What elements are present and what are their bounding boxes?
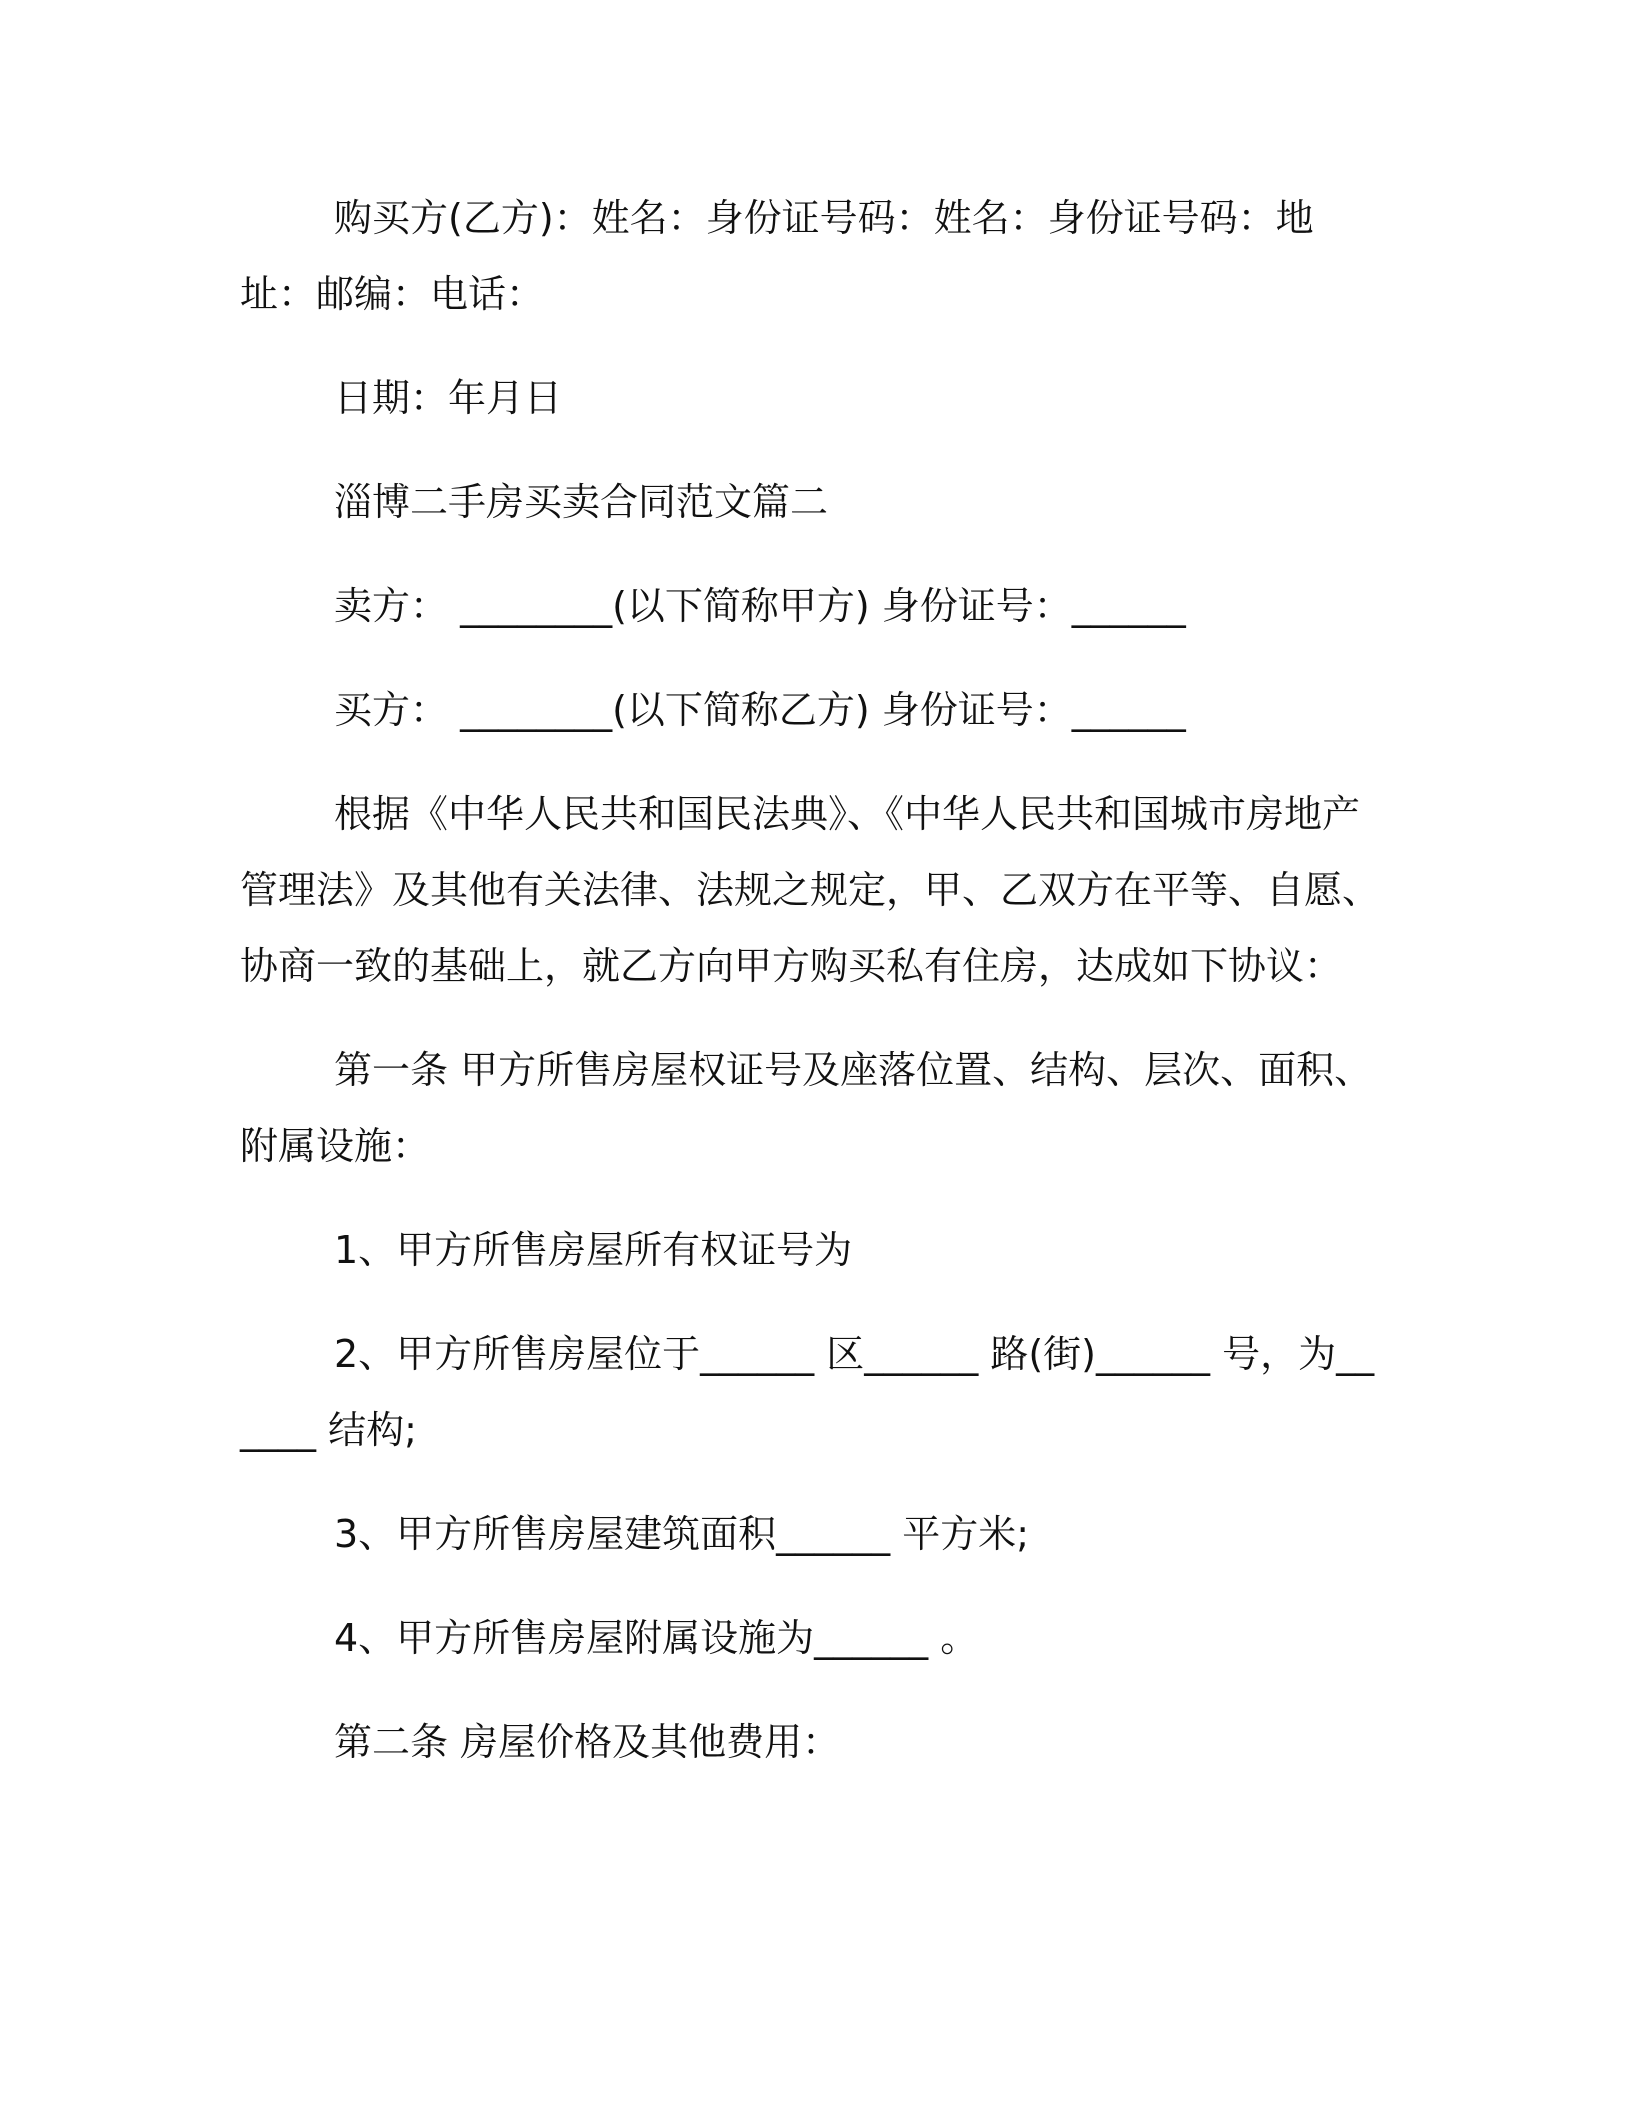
document-body — [240, 180, 1380, 1808]
section-title: 淄博二手房买卖合同范文篇二 — [334, 480, 829, 524]
clause-2: 2、甲方所售房屋位于______ 区______ 路(街)______ 号，为______ 结构; — [240, 1332, 1375, 1452]
preamble-paragraph: 根据《中华人民共和国民法典》、《中华人民共和国城市房地产管理法》及其他有关法律、法规之规定，甲、乙双方在平等、自愿、协商一致的基础上，就乙方向甲方购买私有住房，达成如下协议： — [240, 792, 1381, 988]
clause-4: 4、甲方所售房屋附属设施为______ 。 — [334, 1616, 979, 1660]
seller-line: 卖方： ________(以下简称甲方) 身份证号：______ — [334, 584, 1186, 628]
clause-1: 1、甲方所售房屋所有权证号为 — [334, 1228, 853, 1272]
article-one-heading: 第一条 甲方所售房屋权证号及座落位置、结构、层次、面积、附属设施： — [240, 1048, 1373, 1168]
buyer-line: 买方： ________(以下简称乙方) 身份证号：______ — [334, 688, 1186, 732]
buyer-info-paragraph: 购买方(乙方)：姓名：身份证号码：姓名：身份证号码：地址：邮编：电话： — [240, 196, 1314, 316]
article-two-heading: 第二条 房屋价格及其他费用： — [334, 1720, 841, 1764]
date-paragraph: 日期：年月日 — [334, 376, 563, 420]
clause-3: 3、甲方所售房屋建筑面积______ 平方米; — [334, 1512, 1030, 1556]
